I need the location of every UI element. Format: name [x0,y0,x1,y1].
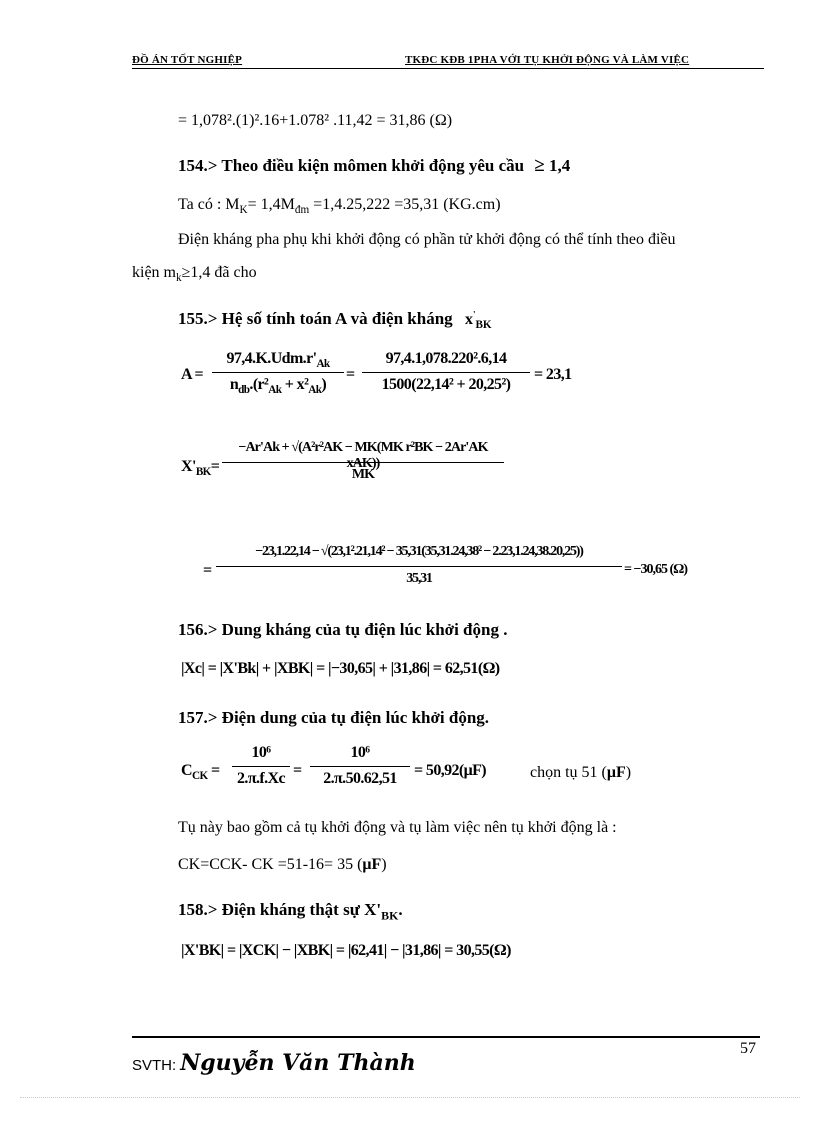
footer-author [132,1050,416,1076]
section-158-title: 158.> Điện kháng thật sự X' [178,900,382,919]
cck-result: = 50,92(μF) [414,762,487,779]
footer-rule [132,1036,760,1038]
cck-numerator-1: 10⁶ [251,744,271,761]
xbk-letter: x [464,311,473,328]
a-den1-d: ) [321,376,327,394]
author-name: Nguyễn Văn Thành [180,1050,416,1076]
xbk-real-formula: |X'BK| = |XCK| − |XBK| = |62,41| − |31,86| = 30,55(Ω) [181,942,511,959]
a-numerator-2: 97,4.1,078.220².6,14 [385,350,507,367]
para2-end: ≥1,4 đã cho [181,264,257,281]
mk-text-a: Ta có : M [178,196,240,213]
a-den1-c: + x² [281,376,309,394]
equation-line-1: = 1,078².(1)².16+1.078² .11,42 = 31,86 (Ω) [178,112,453,129]
cck-denominator-1: 2.π.f.Xc [237,770,285,788]
cck-fraction-2 [310,744,410,794]
xbk-result: = −30,65 (Ω) [624,562,687,577]
a-label: A = [181,366,203,383]
xbk-symbol: $x'_{BK}$ [464,309,492,332]
section-154-title: 154.> Theo điều kiện mômen khởi động yêu cầu [178,156,525,175]
section-158-sub: BK [381,908,399,923]
bottom-dotted-rule [20,1097,800,1098]
header-left: ĐỒ ÁN TỐT NGHIỆP [132,54,243,66]
paragraph-157: Tụ này bao gồm cả tụ khởi động và tụ làm việc nên tụ khởi động là : [178,819,617,836]
mk-sub: K [239,204,248,217]
page-number: 57 [740,1040,756,1057]
ck-end: ) [381,856,387,873]
para2-sub: k [176,272,182,285]
a-denominator-2: 1500(22,14² + 20,25²) [381,376,511,394]
ck-unit: μF [362,856,382,873]
choose-text: chọn tụ 51 ( [530,764,607,781]
xbk-label-sub: BK [195,466,211,479]
a-den1-sub3: Ak [308,384,322,397]
a-fraction-2 [362,350,530,400]
para2-text: kiện m [132,264,176,281]
section-158-end: . [398,900,403,919]
equals-sign: = [293,762,302,779]
xbk-sub: BK [475,319,492,332]
paragraph-154-line2 [132,264,257,284]
section-158-heading [178,900,403,923]
xbk-numerator: −Ar'Ak + √(A²r²AK − MK(MK r²BK − 2Ar'AK xAK)) [238,440,488,471]
a-den1-b: .(r² [249,376,269,394]
a-denominator-1 [212,373,344,400]
a-num1-text: 97,4.K.Udm.r' [226,350,317,367]
choose-unit: μF [606,764,626,781]
ck-equation [178,856,387,874]
section-154-heading [178,155,570,177]
equals-sign: = [346,366,355,383]
a-num1-sub: Ak [316,358,330,371]
choose-end: ) [625,764,632,781]
section-157-heading: 157.> Điện dung của tụ điện lúc khởi động. [178,708,490,727]
cck-fraction-1 [232,744,290,794]
header-rule [132,68,764,69]
xbk-label-text: X' [181,458,196,475]
xbk-label: $X'_{BK}=$ [181,458,220,479]
xc-formula: |Xc| = |X'Bk| + |XBK| = |−30,65| + |31,86| = 62,51(Ω) [181,660,500,677]
section-155-heading [178,309,492,331]
section-154-value: 1,4 [549,156,571,175]
cck-label: $C_{CK}$ = [181,762,220,783]
paragraph-154-line1: Điện kháng pha phụ khi khởi động có phần tử khởi động có thể tính theo điều [178,231,676,248]
xbk-numeric-denominator: 35,31 [406,571,432,587]
cck-denominator-2: 2.π.50.62,51 [323,770,397,788]
xbk-numeric-fraction [216,544,622,595]
a-result: = 23,1 [534,366,572,383]
cck-letter: C [181,762,192,779]
xbk-fraction [222,440,504,491]
cck-sub: CK [191,770,208,783]
mdm-sub: đm [294,204,310,217]
cck-numerator-2: 10⁶ [350,744,370,761]
mk-equation [178,196,501,216]
a-den1-sub2: Ak [268,384,282,397]
a-den1-a: n [229,376,239,394]
xbk-numeric-numerator: −23,1.22,14 − √(23,1².21,14² − 35,31(35,31.24,38² − 2.23,1.24,38.20,25)) [255,544,583,559]
xbk-denominator: MK [351,467,375,483]
svth-label: SVTH: [132,1057,177,1074]
section-155-title: 155.> Hệ số tính toán A và điện kháng [178,309,453,328]
equals-sign: = [203,562,212,579]
section-156-heading: 156.> Dung kháng của tụ điện lúc khởi động . [178,620,508,639]
choose-capacitor [530,764,631,782]
mk-text-c: =1,4.25,222 =35,31 (KG.cm) [309,196,501,213]
ge-symbol: ≥ [534,155,545,176]
a-numerator-1 [212,350,344,372]
a-den1-sub: db [238,384,250,397]
mk-text-b: = 1,4M [247,196,295,213]
header-right: TKĐC KĐB 1PHA VỚI TỤ KHỞI ĐỘNG VÀ LÀM VIỆC [405,54,690,66]
a-fraction-1 [212,350,344,400]
ck-text: CK=CCK- CK =51-16= 35 ( [178,856,363,873]
